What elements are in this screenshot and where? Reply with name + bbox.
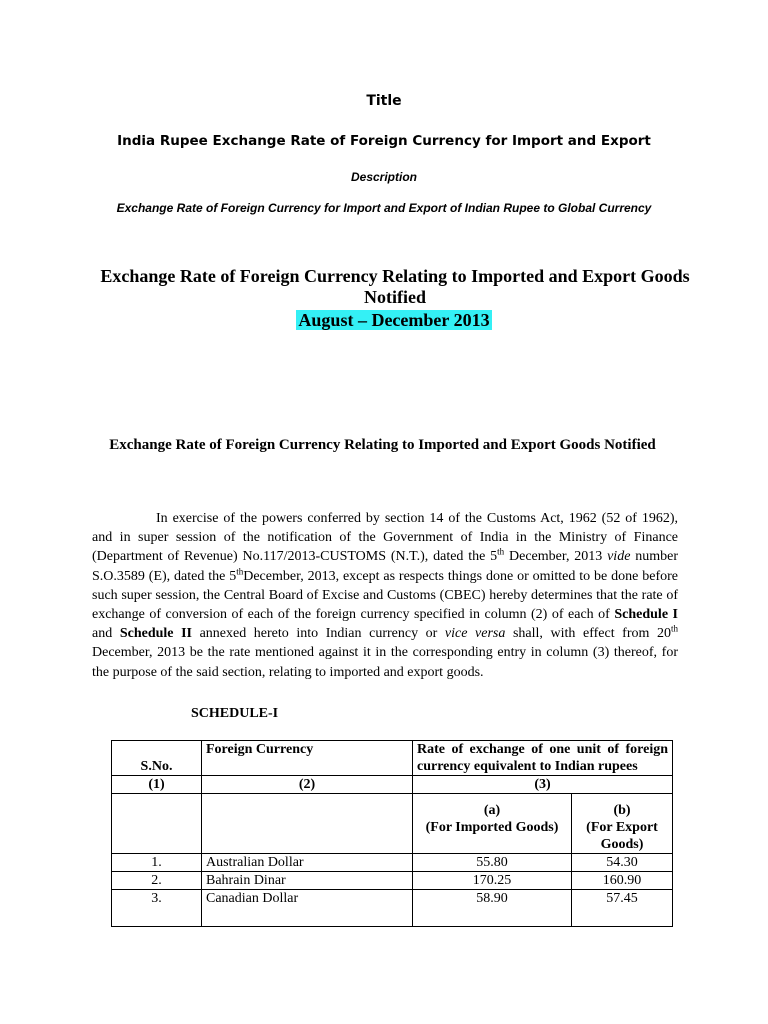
column-number-3: (3) [413, 776, 673, 794]
table-column-number-row [112, 776, 673, 794]
document-title: India Rupee Exchange Rate of Foreign Currency for Import and Export [117, 133, 651, 149]
empty-cell [202, 794, 413, 854]
table-row [112, 872, 673, 890]
period-highlight [0, 310, 768, 331]
table-subheader-row [112, 794, 673, 854]
table-row [112, 854, 673, 872]
table-row [112, 890, 673, 927]
row-imported-rate: 58.90 [413, 890, 572, 927]
table-header-row [112, 741, 673, 776]
row-sno: 2. [112, 872, 202, 890]
paragraph-text: In exercise of the powers conferred by section 14 of the Customs Act, 1962 (52 of 1962), and in super session of the notification of the Government of India in the Ministry of Finance (Department of Revenue) No.117/2013-CUSTOMS (N.T.), dated the 5 [92, 511, 678, 565]
row-imported-rate: 170.25 [413, 872, 572, 890]
document-description: Exchange Rate of Foreign Currency for Import and Export of Indian Rupee to Global Currency [116, 201, 652, 215]
row-currency: Canadian Dollar [202, 890, 413, 927]
subheader-imported [413, 794, 572, 854]
paragraph-text: annexed hereto into Indian currency or [191, 626, 445, 642]
sub-heading: Exchange Rate of Foreign Currency Relating to Imported and Export Goods Notified [109, 437, 656, 453]
paragraph-text: December, 2013 be the rate mentioned against it in the corresponding entry in column (3) thereof, for the purpose of the said section, relating to imported and export goods. [92, 645, 678, 680]
column-number-1: (1) [112, 776, 202, 794]
schedule-ii-ref: Schedule II [119, 626, 192, 642]
description-label: Description [350, 170, 417, 184]
ordinal-suffix: th [497, 546, 505, 557]
paragraph-text: number S.O.3589 (E), dated the 5 [92, 549, 679, 584]
row-export-rate: 57.45 [572, 890, 673, 927]
subheader-b: (b) [613, 803, 631, 818]
header-rate: Rate of exchange of one unit of foreign currency equivalent to Indian rupees [413, 741, 673, 776]
row-sno: 1. [112, 854, 202, 872]
italic-vice-versa: vice versa [444, 626, 506, 642]
schedule-label: SCHEDULE-I [191, 706, 279, 721]
period-text: August – December 2013 [298, 310, 490, 330]
subheader-export [572, 794, 673, 854]
paragraph-text: December, 2013 [504, 549, 608, 565]
schedule-table [111, 740, 673, 927]
ordinal-suffix: th [236, 565, 244, 576]
subheader-imported-label: (For Imported Goods) [425, 820, 559, 835]
paragraph-text: and [92, 626, 120, 642]
main-heading: Exchange Rate of Foreign Currency Relating to Imported and Export Goods Notified [100, 266, 690, 307]
title-label: Title [366, 93, 402, 109]
ordinal-suffix: th [670, 623, 678, 634]
subheader-export-label: (For Export Goods) [586, 820, 658, 852]
header-currency: Foreign Currency [202, 741, 413, 776]
row-sno: 3. [112, 890, 202, 927]
row-currency: Bahrain Dinar [202, 872, 413, 890]
row-imported-rate: 55.80 [413, 854, 572, 872]
empty-cell [112, 794, 202, 854]
header-sno: S.No. [112, 741, 202, 776]
column-number-2: (2) [202, 776, 413, 794]
italic-vide: vide [607, 549, 631, 565]
schedule-i-ref: Schedule I [614, 607, 678, 623]
paragraph-text: shall, with effect from 20 [505, 626, 671, 642]
row-export-rate: 54.30 [572, 854, 673, 872]
row-export-rate: 160.90 [572, 872, 673, 890]
paragraph-text: December, 2013, except as respects things done or omitted to be done before such super session, the Central Board of Excise and Customs (CBEC) hereby determines that the rate of exchange of conversion of each of the foreign currency specified in column (2) of each of [92, 568, 678, 623]
subheader-a: (a) [483, 803, 501, 818]
row-currency: Australian Dollar [202, 854, 413, 872]
body-paragraph [92, 509, 678, 682]
